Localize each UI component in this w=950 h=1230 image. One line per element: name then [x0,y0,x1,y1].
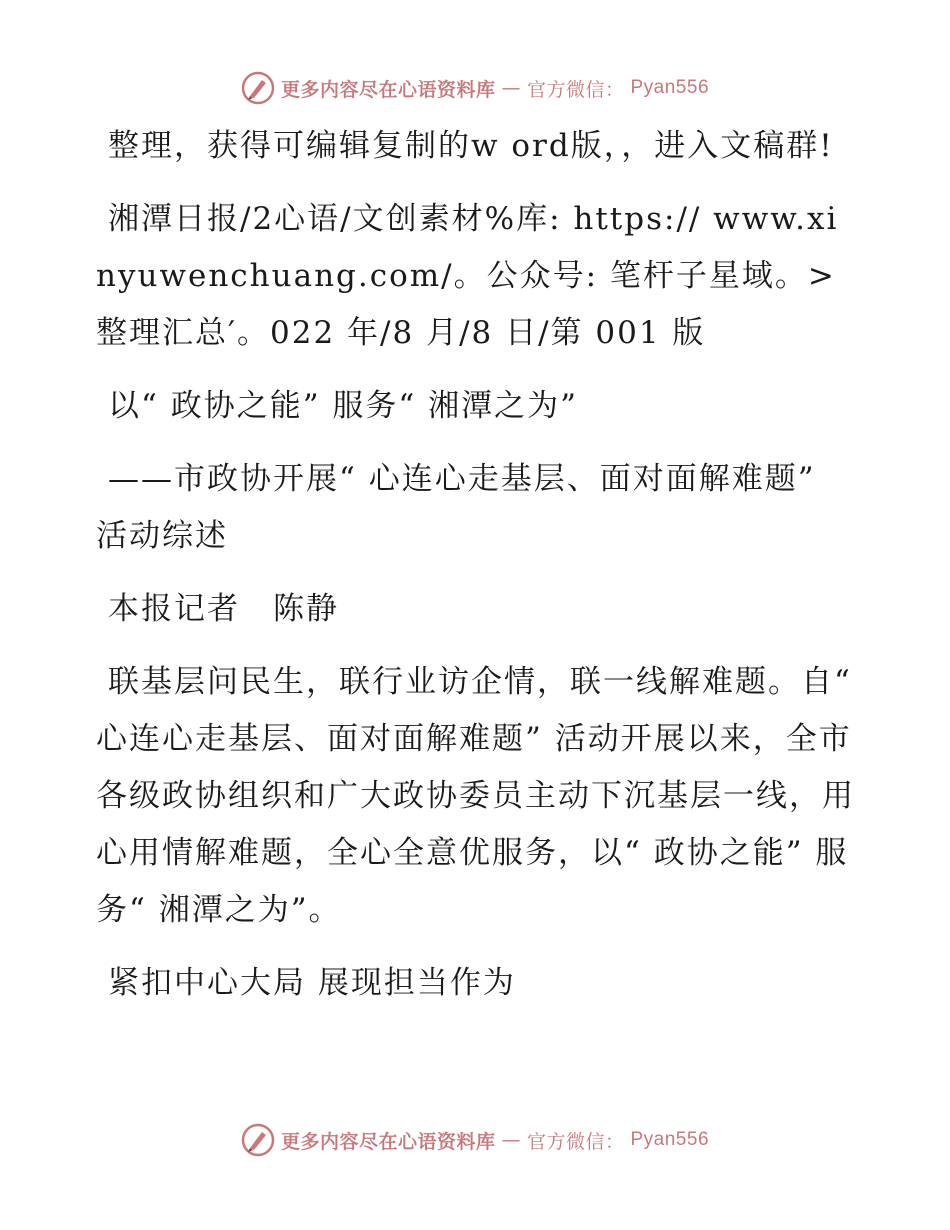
watermark-content [241,1123,709,1157]
watermark-label: 官方微信： [526,1130,625,1153]
article-subtitle: ——市政协开展“ 心连心走基层、面对面解难题” 活动综述 [96,461,816,554]
pen-logo-icon [241,1123,275,1157]
article-byline: 本报记者 陈静 [108,591,339,627]
source-info-paragraph: 湘潭日报/2心语/文创素材%库: https:// www.xinyuwenchuang.com/。公众号: 笔杆子星域。>整理汇总′。022 年/8 月/8 日/第 001 版 [96,201,839,351]
section-heading: 紧扣中心大局 展现担当作为 [108,965,516,1001]
header-watermark [0,68,950,108]
watermark-wechat-id: Pyan556 [630,77,710,98]
watermark-separator: — [501,77,521,99]
watermark-main-text: 更多内容尽在心语资料库 [280,1130,496,1153]
article-title: 以“ 政协之能” 服务“ 湘潭之为” [108,388,578,424]
watermark-content [241,71,709,105]
watermark-label: 官方微信： [526,78,625,101]
watermark-separator: — [501,1129,521,1151]
document-body [96,118,856,1028]
intro-paragraph: 整理，获得可编辑复制的w ord版，，进入文稿群! [108,128,834,164]
article-lead-paragraph: 联基层问民生，联行业访企情，联一线解难题。自“ 心连心走基层、面对面解难题” 活动开展以来，全市各级政协组织和广大政协委员主动下沉基层一线，用心用情解难题，全心全意优服务，以“ 政协之能” 服务“ 湘潭之为”。 [96,664,855,928]
watermark-wechat-id: Pyan556 [630,1129,710,1150]
pen-logo-icon [241,71,275,105]
footer-watermark [0,1120,950,1160]
watermark-main-text: 更多内容尽在心语资料库 [280,78,496,101]
